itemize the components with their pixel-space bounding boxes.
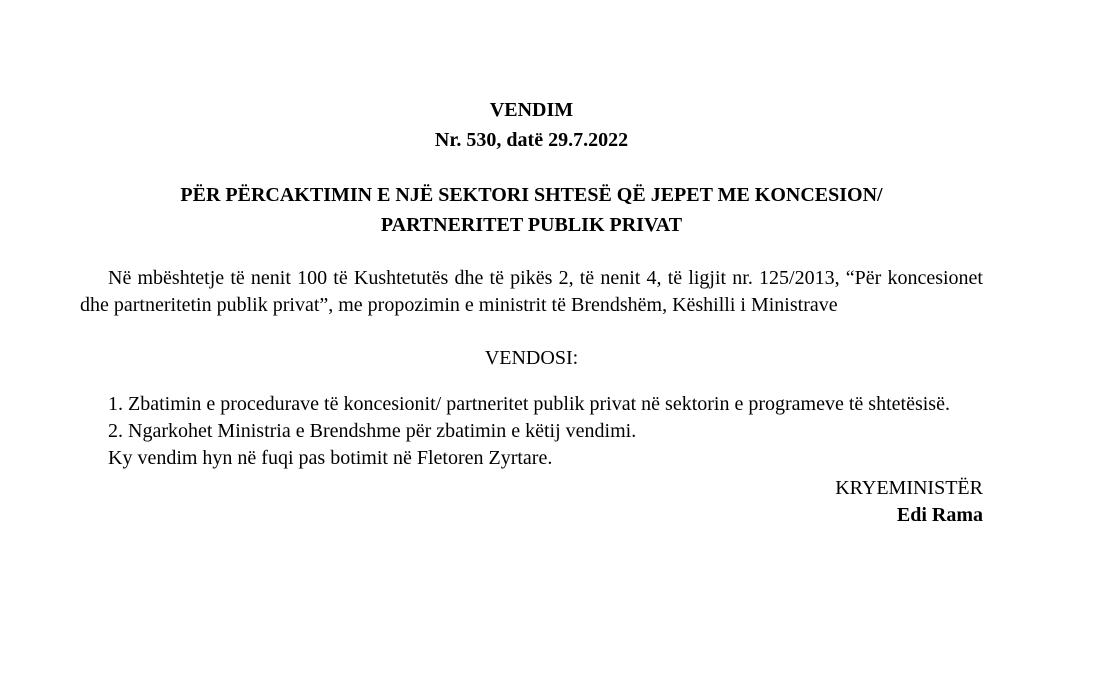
- decision-number-date: Nr. 530, datë 29.7.2022: [434, 129, 629, 151]
- signatory-name: Edi Rama: [896, 504, 983, 526]
- signatory-title: KRYEMINISTËR: [835, 477, 983, 499]
- decision-list: [80, 391, 983, 472]
- decision-item: 2. Ngarkohet Ministria e Brendshme për zbatimin e këtij vendimi.: [108, 420, 637, 442]
- heading-line-1: PËR PËRCAKTIMIN E NJË SEKTORI SHTESË QË JEPET ME KONCESION/: [180, 184, 883, 206]
- decision-item: Ky vendim hyn në fuqi pas botimit në Fletoren Zyrtare.: [108, 447, 553, 469]
- preamble-paragraph: Në mbështetje të nenit 100 të Kushtetutës dhe të pikës 2, të nenit 4, të ligjit nr. 125/2013, “Për koncesionet dhe partneritetin publik privat”, me propozimin e ministrit të Brendshëm, Këshilli i Ministrave: [80, 267, 983, 316]
- document-body: [80, 95, 983, 529]
- decision-item: 1. Zbatimin e procedurave të koncesionit/ partneritet publik privat në sektorin e programeve të shtetësisë.: [108, 393, 950, 415]
- signature-block: [80, 475, 983, 529]
- decision-heading: [80, 180, 983, 240]
- decision-header: [80, 95, 983, 155]
- decides-label: VENDOSI:: [484, 347, 579, 369]
- document-type: VENDIM: [489, 99, 574, 121]
- heading-line-2: PARTNERITET PUBLIK PRIVAT: [380, 214, 683, 236]
